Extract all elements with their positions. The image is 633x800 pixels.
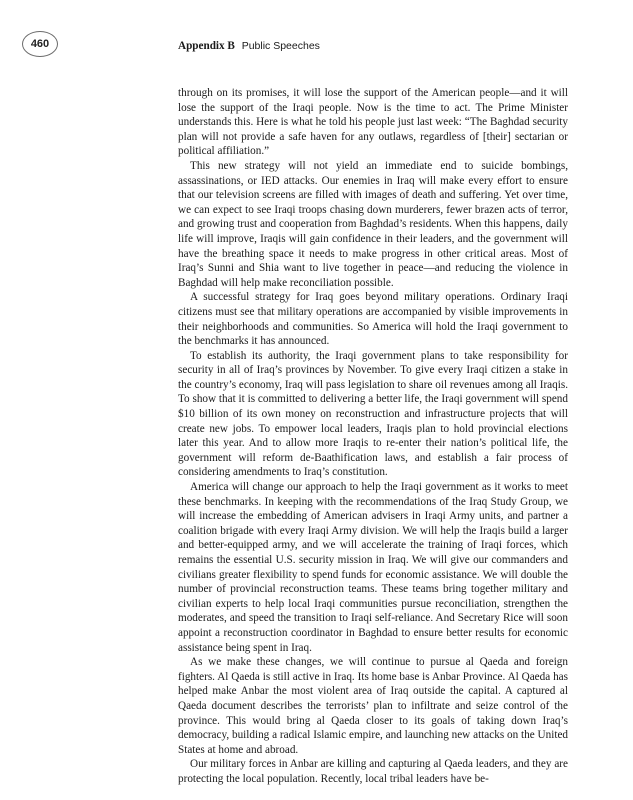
page-number: 460 <box>30 38 50 50</box>
paragraph: America will change our approach to help the Iraqi government as it works to meet these benchmarks. In keeping with the recommendations of the Iraq Study Group, we will increase the embedding of American advisers in Iraqi Army units, and partner a coalition brigade with every Iraqi Army division. We will help the Iraqis build a larger and better-equipped army, and we will accelerate the training of Iraqi forces, which remains the essential U.S. security mission in Iraq. We will give our commanders and civilians greater flexibility to spend funds for economic assistance. We will double the number of provincial reconstruction teams. These teams bring together military and civilian experts to help local Iraqi communities pursue reconciliation, strengthen the moderates, and speed the transition to Iraqi self-reliance. And Secretary Rice will soon appoint a reconstruction coordinator in Baghdad to ensure better results for economic assistance being spent in Iraq. <box>178 481 568 654</box>
page-number-badge <box>22 31 58 57</box>
paragraph: To establish its authority, the Iraqi government plans to take responsibility for security in all of Iraq’s provinces by November. To give every Iraqi citizen a stake in the country’s economy, Iraq will pass legislation to share oil revenues among all Iraqis. To show that it is committed to delivering a better life, the Iraqi government will spend $10 billion of its own money on reconstruction and infrastructure projects that will create new jobs. To empower local leaders, Iraqis plan to hold provincial elections later this year. And to allow more Iraqis to re-enter their nation’s political life, the government will reform de-Baathification laws, and establish a fair process of considering amendments to Iraq’s constitution. <box>178 349 568 479</box>
paragraph: through on its promises, it will lose the support of the American people—and it will lose the support of the Iraqi people. Now is the time to act. The Prime Minister understands this. Here is what he told his people just last week: “The Baghdad security plan will not provide a safe haven for any outlaws, regardless of [their] sectarian or political affiliation.” <box>178 87 568 158</box>
body-text <box>178 86 568 787</box>
section-title: Public Speeches <box>241 40 320 52</box>
paragraph: Our military forces in Anbar are killing and capturing al Qaeda leaders, and they are protecting the local population. Recently, local tribal leaders have be- <box>178 758 568 785</box>
running-head <box>178 39 320 53</box>
section-label: Appendix B <box>178 40 235 52</box>
paragraph: A successful strategy for Iraq goes beyond military operations. Ordinary Iraqi citizens must see that military operations are accompanied by visible improvements in their neighborhoods and communities. So America will hold the Iraqi government to the benchmarks it has announced. <box>178 291 568 348</box>
paragraph: This new strategy will not yield an immediate end to suicide bombings, assassinations, or IED attacks. Our enemies in Iraq will make every effort to ensure that our television screens are filled with images of death and suffering. Yet over time, we can expect to see Iraqi troops chasing down murderers, fewer brazen acts of terror, and growing trust and cooperation from Baghdad’s residents. When this happens, daily life will improve, Iraqis will gain confidence in their leaders, and the government will have the breathing space it needs to make progress in other critical areas. Most of Iraq’s Sunni and Shia want to live together in peace—and reducing the violence in Baghdad will help make reconciliation possible. <box>178 159 568 289</box>
paragraph: As we make these changes, we will continue to pursue al Qaeda and foreign fighters. Al Qaeda is still active in Iraq. Its home base is Anbar Province. Al Qaeda has helped make Anbar the most violent area of Iraq outside the capital. A captured al Qaeda document describes the terrorists’ plan to infiltrate and seize control of the province. This would bring al Qaeda closer to its goals of taking down Iraq’s democracy, building a radical Islamic empire, and launching new attacks on the United States at home and abroad. <box>178 656 568 756</box>
